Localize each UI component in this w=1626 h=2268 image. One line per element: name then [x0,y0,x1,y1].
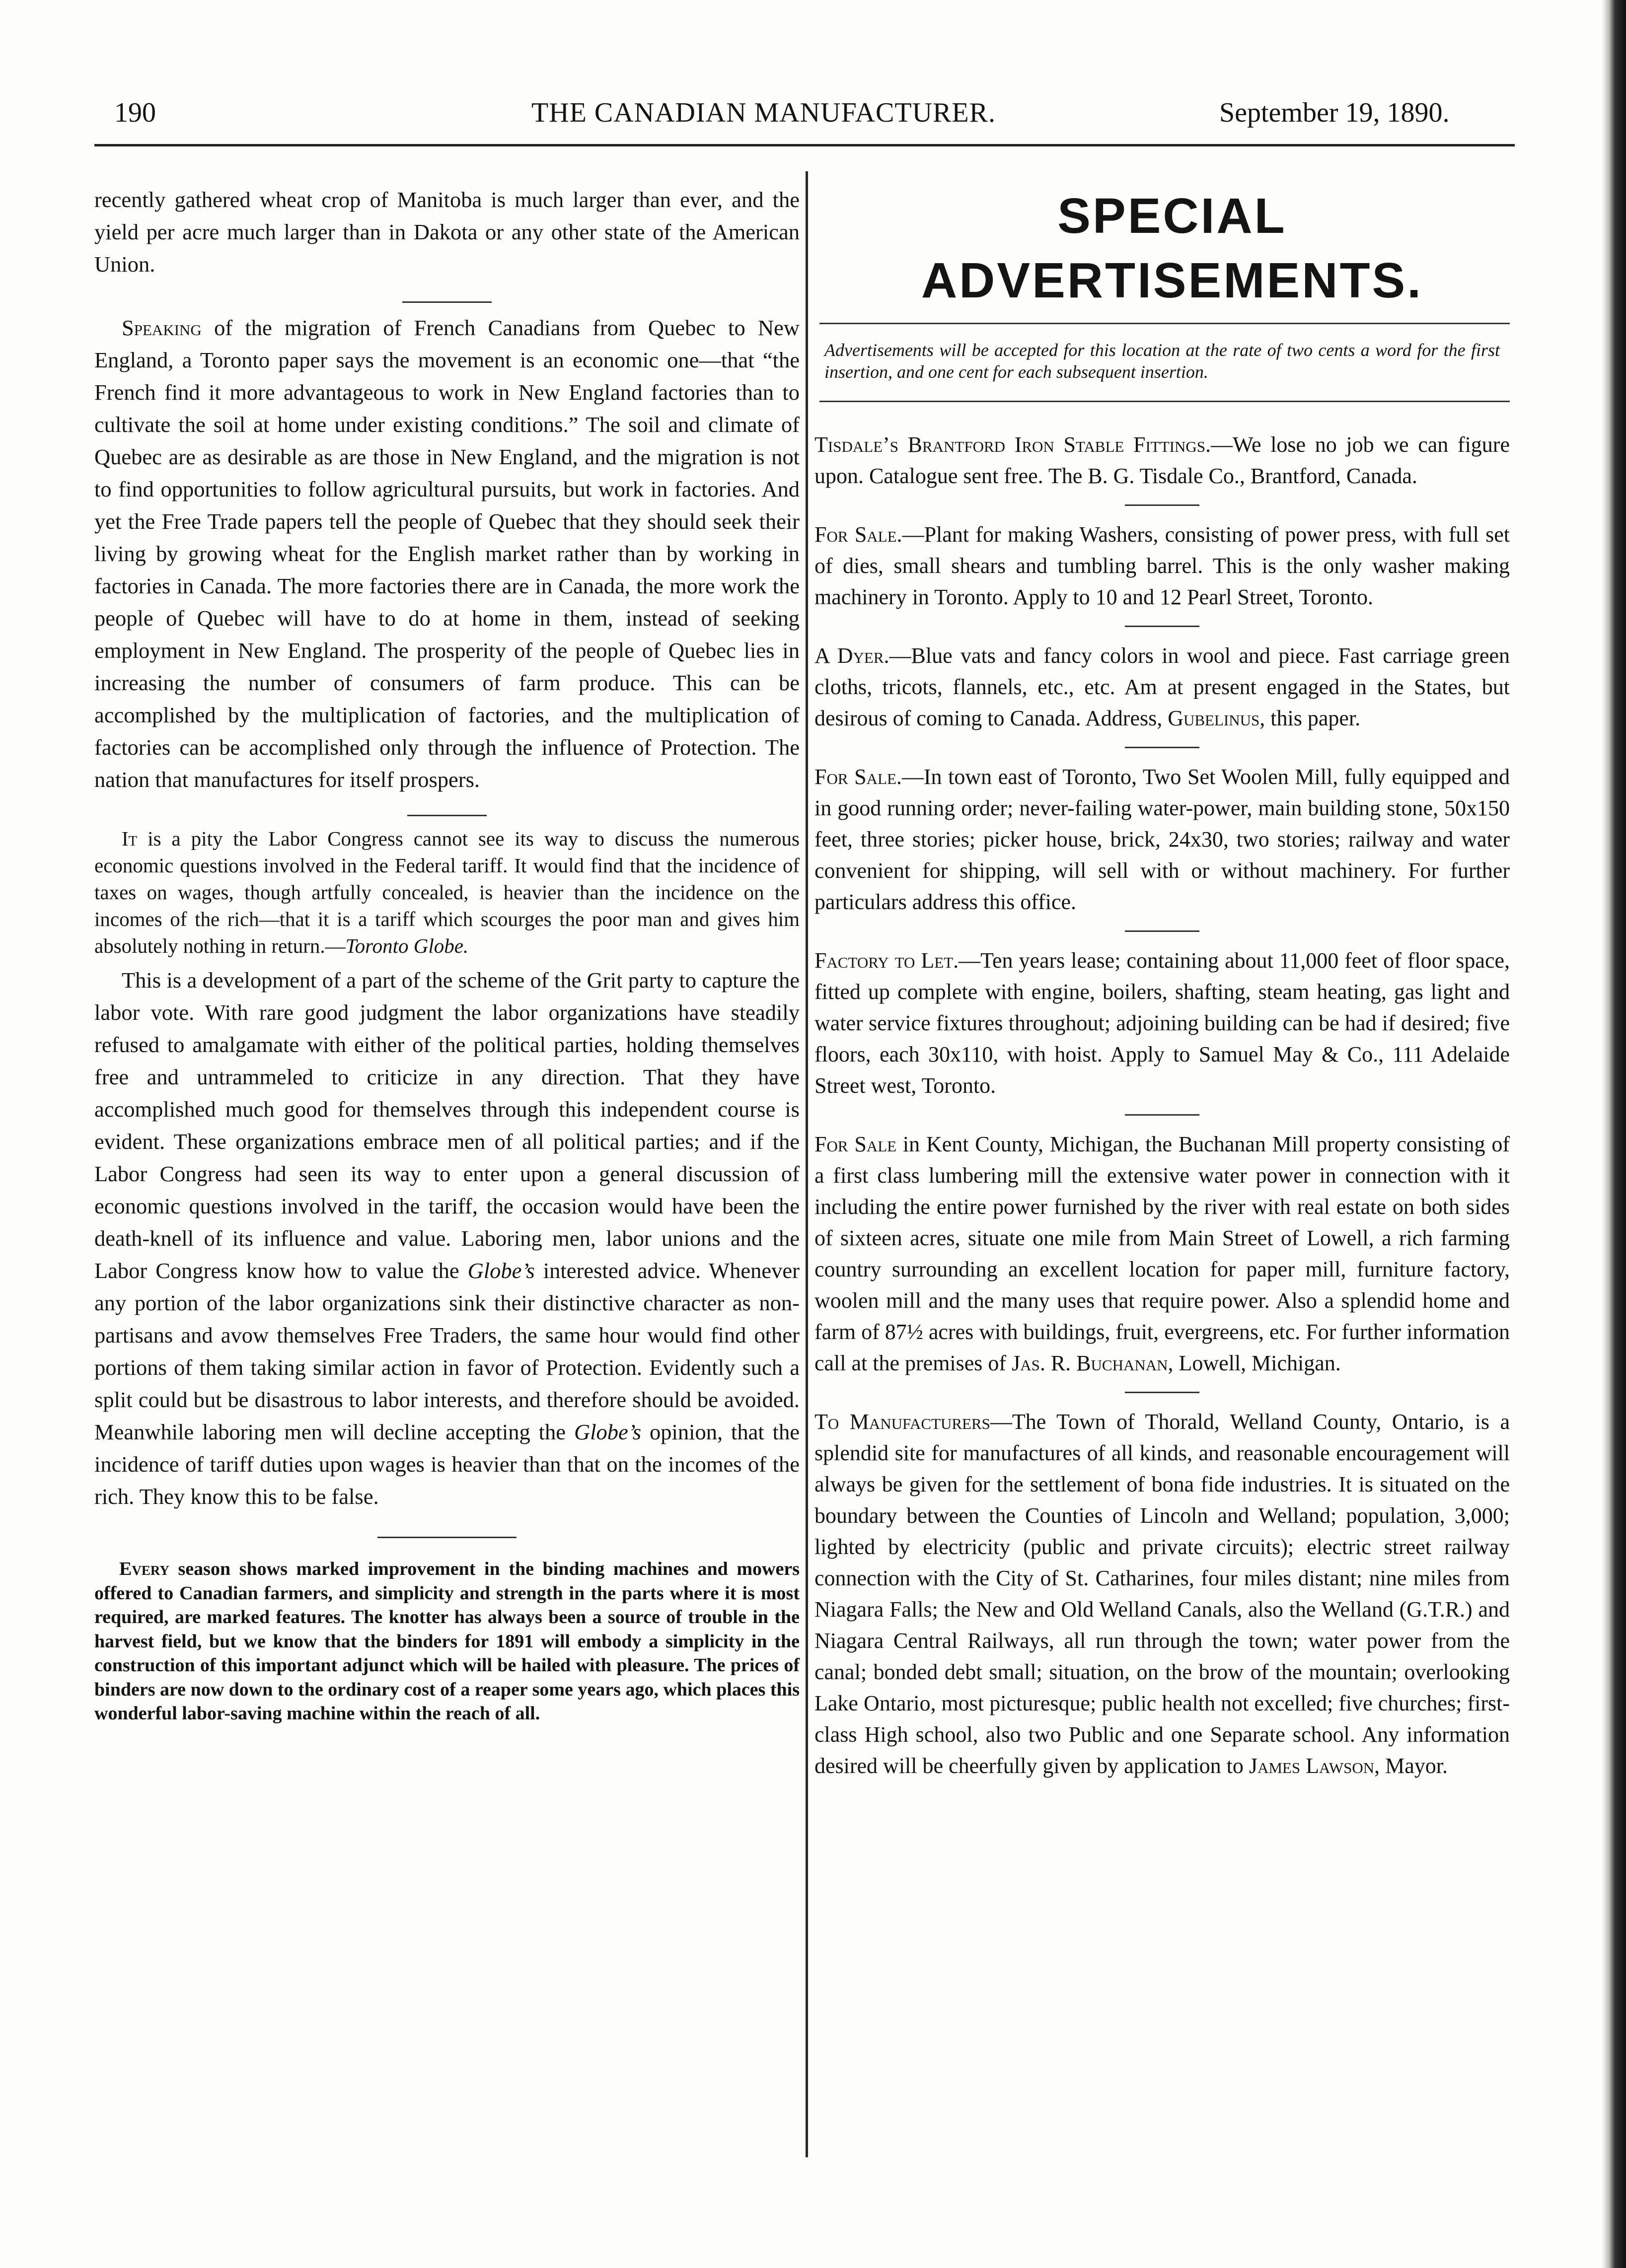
article-labor-congress [94,825,800,959]
rate-note: Advertisements will be accepted for this location at the rate of two cents a word for the first insertion, and one cent for each subsequent insertion. [824,340,1500,382]
ad-body: —Plant for making Washers, consisting of power press, with full set of dies, small shears and tumbling barrel. This is the only washer making machinery in Toronto. Apply to 10 and 12 Pearl Street, Toronto. [814,522,1510,609]
article-binding-machines [94,1557,800,1726]
ad-contact: Gubelinus [1168,706,1260,730]
paragraph-text: season shows marked improvement in the binding machines and mowers offered to Canadian farmers, and simplicity and strength in the parts where it is most required, are marked features. The knotter has always been a source of trouble in the harvest field, but we know that the binders for 1891 will embody a simplicity in the construction of this important adjunct which will be hailed with pleasure. The prices of binders are now down to the ordinary cost of a reaper some years ago, which places this wonderful labor-saving machine within the reach of all. [94,1559,800,1724]
section-separator [402,301,492,303]
ad-separator [1125,1114,1199,1116]
ad-body: —The Town of Thorald, Welland County, Ontario, is a splendid site for manufactures of all kinds, and reasonable encouragement will always be given for the settlement of bona fide industries. It is situated on the boundary between the Counties of Lincoln and Welland; population, 3,000; lighted by electricity (public and private circuits); electric street railway connection with the City of St. Catharines, four miles distant; nine miles from Niagara Falls; the New and Old Welland Canals, also the Welland (G.T.R.) and Niagara Central Railways, all run through the town; water power from the canal; bonded debt small; situation, on the brow of the mountain; overlooking Lake Ontario, most picturesque; public health not excelled; five churches; first-class High school, also two Public and one Separate school. Any information desired will be cheerfully given by application to [814,1410,1510,1778]
ad-lead: For Sale. [814,765,902,789]
ad-contact: James Lawson [1249,1754,1375,1778]
article-french-canadians [94,312,800,796]
paragraph-text: of the migration of French Canadians from Quebec to New England, a Toronto paper says the movement is an economic one—that “the French find it more advantageous to work in New England factories than to cultivate the soil at home under existing conditions.” The soil and climate of Quebec are as desirable as are those in New England, and the migration is not to find opportunities to follow agricultural pursuits, but work in factories. And yet the Free Trade papers tell the people of Quebec that they should seek their living by growing wheat for the English market rather than by working in factories in Canada. The more factories there are in Canada, the more work the people of Quebec will have to do at home in them, instead of seeking employment in New England. The prosperity of the people of Quebec lies in increasing the number of consumers of farm produce. This can be accomplished by the multiplication of factories, and the multiplication of factories can be accomplished only through the influence of Protection. The nation that manufactures for itself prospers. [94,315,800,792]
right-column [814,184,1510,1781]
publication-title: THE CANADIAN MANUFACTURER. [531,97,996,128]
lead-word: Speaking [122,315,202,340]
quote-source: Toronto Globe. [345,934,469,957]
ad-woolen-mill [814,761,1510,918]
ad-dyer [814,640,1510,734]
ad-tail: , Lowell, Michigan. [1168,1351,1341,1375]
ad-lead: Tisdale’s Brantford Iron Stable Fittings. [814,432,1211,457]
ad-lead: To Manufacturers [814,1410,990,1434]
ad-tail: , this paper. [1259,706,1361,730]
ad-body: in Kent County, Michigan, the Buchanan Mill property consisting of a first class lumbering mill the extensive water power in connection with it including the entire power furnished by the river with real estate on both sides of sixteen acres, situate one mile from Main Street of Lowell, a rich farming country surrounding an excellent location for paper mill, furniture factory, woolen mill and the many uses that require power. Also a splendid home and farm of 87½ acres with buildings, fruit, evergreens, etc. For further information call at the premises of [814,1132,1510,1375]
ad-tisdale [814,429,1510,492]
globe-ref: Globe’s [467,1258,535,1283]
lead-word: It [122,827,138,850]
ad-buchanan-mill [814,1129,1510,1379]
ad-body: —Ten years lease; containing about 11,000 feet of floor space, fitted up complete with engine, boilers, shafting, steam heating, gas light and water service fixtures throughout; adjoining building can be had if desired; five floors, each 30x110, with hoist. Apply to Samuel May & Co., 111 Adelaide Street west, Toronto. [814,948,1510,1098]
article-wheat-crop: recently gathered wheat crop of Manitoba is much larger than ever, and the yield per acre much larger than in Dakota or any other state of the American Union. [94,187,800,277]
section-separator [407,815,487,816]
left-column [94,184,800,1726]
paragraph-text: opinion, that the incidence of tariff duties upon wages is heavier than that on the incomes of the rich. They know this to be false. [94,1419,800,1509]
ad-lead: A Dyer. [814,643,889,668]
article-grit-party [94,964,800,1513]
paragraph-text: This is a development of a part of the scheme of the Grit party to capture the labor vote. With rare good judgment the labor organizations have steadily refused to amalgamate with either of the political parties, holding themselves free and untrammeled to criticize in any direction. That they have accomplished much good for themselves through this independent course is evident. These organizations embrace men of all political parties; and if the Labor Congress had seen its way to enter upon a general discussion of economic questions involved in the tariff, the occasion would have been the death-knell of its influence and value. Laboring men, labor unions and the Labor Congress know how to value the [94,968,800,1283]
ad-thorald [814,1406,1510,1781]
column-divider [806,171,808,2157]
ad-tail: , Mayor. [1374,1754,1448,1778]
ad-lead: Factory to Let. [814,948,959,973]
special-advertisements-title: SPECIAL ADVERTISEMENTS. [921,188,1423,308]
ad-separator [1125,930,1199,932]
ad-body: —Blue vats and fancy colors in wool and piece. Fast carriage green cloths, tricots, flannels, etc., etc. Am at present engaged in the States, but desirous of coming to Canada. Address, [814,643,1510,730]
issue-date: September 19, 1890. [1219,97,1450,128]
page-binding-edge [1602,0,1626,2268]
ad-washer-plant [814,519,1510,613]
lead-word: Every [119,1559,169,1579]
globe-ref: Globe’s [574,1419,642,1444]
ad-separator [1125,626,1199,627]
ad-body: —We lose no job we can figure upon. Catalogue sent free. The B. G. Tisdale Co., Brantford, Canada. [814,432,1510,488]
ad-lead: For Sale. [814,522,902,547]
paragraph-text: interested advice. Whenever any portion of the labor organizations sink their distinctive character as non-partisans and avow themselves Free Traders, the same hour would find other portions of them taking similar action in favor of Protection. Evidently such a split could but be disastrous to labor interests, and therefore should be avoided. Meanwhile laboring men will decline accepting the [94,1258,800,1444]
ad-separator [1125,504,1199,506]
ad-contact: Jas. R. Buchanan [1012,1351,1168,1375]
ad-separator [1125,747,1199,748]
ad-separator [1125,1392,1199,1393]
paragraph-text: is a pity the Labor Congress cannot see its way to discuss the numerous economic questions involved in the Federal tariff. It would find that the incidence of taxes on wages, though artfully concealed, is heavier than the incidence on the incomes of the rich—that it is a tariff which scourges the poor man and gives him absolutely nothing in return.— [94,827,800,957]
ad-factory-to-let [814,945,1510,1101]
title-rule [819,323,1510,324]
page-number: 190 [114,97,156,128]
ad-body: —In town east of Toronto, Two Set Woolen Mill, fully equipped and in good running order; never-failing water-power, main building stone, 50x150 feet, three stories; picker house, brick, 24x30, two stories; railway and water convenient for shipping, will sell with or without machinery. For further particulars address this office. [814,765,1510,914]
rate-rule [819,401,1510,402]
section-separator [377,1537,517,1538]
ad-lead: For Sale [814,1132,897,1156]
header-rule [94,144,1515,146]
